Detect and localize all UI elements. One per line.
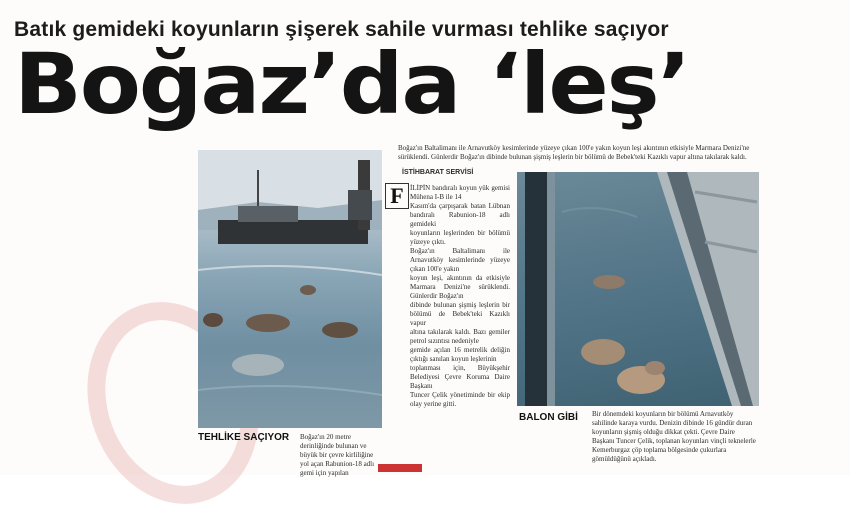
body-line: gemide açılan 16 metrelik deliğin çıktığı sanılan koyun leşlerinin bbox=[410, 346, 510, 363]
ship-photo bbox=[198, 150, 382, 428]
body-line: dibinde bulunan şişmiş leşlerin bir bölümü de Bebek'teki Kazıklı vapur bbox=[410, 301, 510, 327]
body-line: altına takılarak kaldı. Bazı gemiler petrol sızıntısı nedeniyle bbox=[410, 328, 510, 345]
carcass-photo bbox=[517, 172, 759, 406]
article-intro: Boğaz'ın Baltalimanı ile Arnavutköy kesimlerinde yüzeye çıkan 100'e yakın koyun leşi akıntının etkisiyle Marmara Denizi'ne sürüklendi. Günlerdir Boğaz'ın dibinde bulunan şişmiş leşlerin bir bölümü de Bebek'teki Kazıklı vapur altına takılarak kaldı. bbox=[398, 144, 750, 161]
carcass-photo-illustration bbox=[517, 172, 759, 406]
body-line: İLİPİN bandıralı koyun yük gemisi Mühena I-B ile 14 bbox=[410, 184, 510, 201]
article-subheadline: Batık gemideki koyunların şişerek sahile vurması tehlike saçıyor bbox=[14, 18, 669, 41]
caption-right-label: BALON GİBİ bbox=[519, 412, 578, 423]
caption-right-text: Bir dönemdeki koyunların bir bölümü Arnavutköy sahilinde karaya vurdu. Denizin dibinde 16 gündür duran koyunların şişmiş olduğu dikkat çekti. Çevre Daire Başkanı Tuncer Çelik, toplanan koyunları vinçli teknelerle Kemerburgaz çöp toplama bölgesinde çukurlara gömüldüğünü açıkladı. bbox=[592, 410, 756, 463]
body-line: Tuncer Çelik yönetiminde bir ekip olay yerine gitti. bbox=[410, 391, 510, 408]
section-label: İSTİHBARAT SERVİSİ bbox=[402, 169, 474, 176]
body-line: koyunların leşlerinden bir bölümü yüzeye çıktı. bbox=[410, 229, 510, 246]
caption-left-label: TEHLİKE SAÇIYOR bbox=[198, 432, 290, 443]
caption-left-text: Boğaz'ın 20 metre derinliğinde bulunan ve büyük bir çevre kirliliğine yol açan Rabunion-18 adlı gemi için yapılan bbox=[300, 433, 375, 477]
ship-photo-illustration bbox=[198, 150, 382, 428]
drop-cap: F bbox=[385, 183, 409, 209]
body-line: Kasım'da çarpışarak batan Lübnan bandıralı Rabunion-18 adlı gemideki bbox=[410, 202, 510, 228]
body-line: Boğaz'ın Baltalimanı ile Arnavutköy kesimlerinde yüzeye çıkan 100'e yakın bbox=[410, 247, 510, 273]
article-body bbox=[410, 184, 510, 409]
page-marker-bar bbox=[378, 464, 422, 472]
body-line: koyun leşi, akıntının da etkisiyle Marmara Denizi'ne sürüklendi. Günlerdir Boğaz'ın bbox=[410, 274, 510, 300]
body-line: toplanması için, Büyükşehir Belediyesi Çevre Koruma Daire Başkanı bbox=[410, 364, 510, 390]
article-headline: Boğaz’da ‘leş’ bbox=[14, 35, 690, 133]
